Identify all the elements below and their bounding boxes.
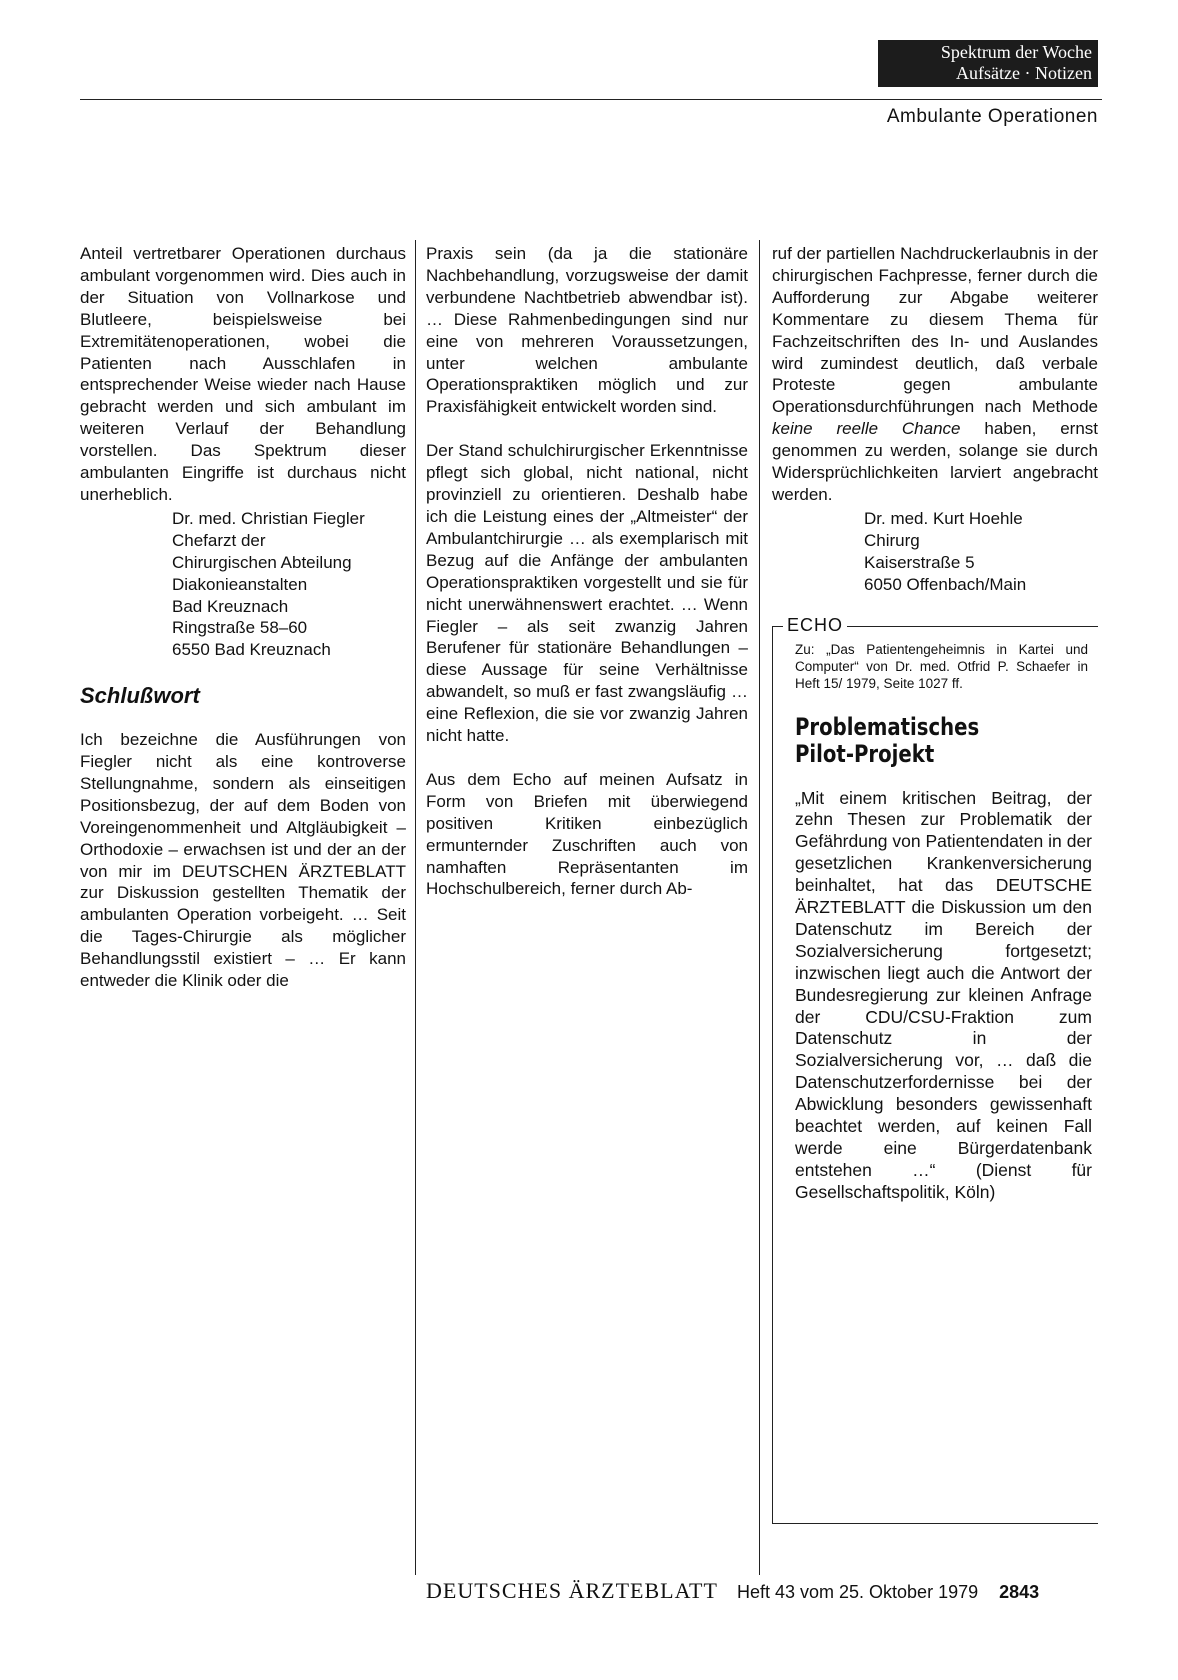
signature-fiegler [80,508,406,661]
signature-line: Diakonieanstalten [172,574,308,594]
echo-tag: ECHO [783,615,847,637]
echo-reference: Zu: „Das Patientengeheimnis in Kartei und Computer“ von Dr. med. Otfrid P. Schaefer in Heft 15/ 1979, Seite 1027 ff. [795,641,1088,691]
paragraph-text: haben, ernst genommen zu werden, solange sie durch Widersprüchlichkeiten larviert angebracht werden. [772,419,1098,504]
signature-hoehle [772,508,1098,596]
header-rule [80,99,1102,100]
signature-line: 6550 Bad Kreuznach [172,640,331,660]
paragraph [772,243,1098,506]
paragraph: Anteil vertretbarer Operationen durchaus ambulant vorgenommen wird. Dies auch in der Situation von Vollnarkose und Blutleere, beispielsweise bei Extremitätenoperationen, wobei die Patienten nach Ausschlafen in entsprechender Weise wieder nach Hause gebracht werden und sich ambulant im weiteren Verlauf der Behandlung vorstellen. Das Spektrum dieser ambulanten Eingriffe ist durchaus nicht unerheblich. [80,244,406,504]
issue-info: Heft 43 vom 25. Oktober 1979 [736,1582,979,1602]
echo-box [772,614,1098,1524]
echo-title-line: Pilot-Projekt [795,739,935,768]
signature-line: Chirurg [864,530,920,550]
echo-title [795,714,1043,768]
signature-line: Ringstraße 58–60 [172,618,308,638]
signature-line: Kaiserstraße 5 [864,552,975,572]
badge-line-2: Aufsätze · Notizen [956,63,1092,83]
section-heading: Schlußwort [80,683,200,709]
page-number: 2843 [999,1582,1040,1602]
signature-line: Chirurgischen Abteilung [172,552,352,572]
paragraph: Aus dem Echo auf meinen Aufsatz in Form von Briefen mit überwiegend positiven Kritiken einbezüglich ermunternder Zuschriften auch von namhaften Repräsentanten im Hochschulbereich, ferner durch Ab- [426,769,748,899]
column-1 [80,243,406,992]
echo-title-line: Problematisches [795,712,980,741]
paragraph-text: ruf der partiellen Nachdruckerlaubnis in der chirurgischen Fachpresse, ferner durch die Aufforderung zur Abgabe weiterer Kommentare zu diesem Thema für Fachzeitschriften des In- und Auslandes wird zumindest deutlich, daß verbale Proteste gegen ambulante Operationsdurchführungen nach Methode [772,244,1098,417]
paragraph: Praxis sein (da ja die stationäre Nachbehandlung, vorzugsweise der damit verbundene Nachtbetrieb abwendbar ist). … Diese Rahmenbedingungen sind nur eine von mehreren Voraussetzungen, unter welchen ambulante Operationspraktiken möglich und zur Praxisfähigkeit entwickelt worden sind. [426,244,748,417]
signature-line: Dr. med. Kurt Hoehle [864,508,1023,528]
publication-name: DEUTSCHES ÄRZTEBLATT [426,1578,718,1603]
badge-line-1: Spektrum der Woche [940,42,1092,62]
section-title: Ambulante Operationen [886,106,1098,127]
page-footer [426,1578,1098,1604]
column-divider [415,240,416,1575]
signature-line: Chefarzt der [172,530,266,550]
paragraph: Ich bezeichne die Ausführungen von Fiegler nicht als eine kontroverse Stellungnahme, sondern als einseitigen Positionsbezug, der auf dem Boden von Voreingenommenheit und Altgläubigkeit – Orthodoxie – erwachsen ist und der an der von mir im DEUTSCHEN ÄRZTEBLATT zur Diskussion gestellten Thematik der ambulanten Operation vorbeigeht. … Seit die Tages-Chirurgie als möglicher Behandlungsstil existiert – … Er kann entweder die Klinik oder die [80,730,406,991]
signature-line: Dr. med. Christian Fiegler [172,508,365,528]
column-2 [426,243,748,900]
column-3 [772,243,1098,1524]
echo-body: „Mit einem kritischen Beitrag, der zehn Thesen zur Problematik der Gefährdung von Patientendaten in der gesetzlichen Krankenversicherung beinhaltet, hat das DEUTSCHE ÄRZTEBLATT die Diskussion um den Datenschutz im Bereich der Sozialversicherung fortgesetzt; inzwischen liegt auch die Antwort der Bundesregierung zur kleinen Anfrage der CDU/CSU-Fraktion zum Datenschutz in der Sozialversicherung vor, … daß die Datenschutzerfordernisse bei der Abwicklung besonders gewissenhaft beachtet werden, auf keinen Fall werde eine Bürgerdatenbank entstehen …“ (Dienst für Gesellschaftspolitik, Köln) [795,787,1092,1202]
signature-line: 6050 Offenbach/Main [864,574,1027,594]
paragraph: Der Stand schulchirurgischer Erkenntnisse pflegt sich global, nicht national, nicht provinziell zu orientieren. Deshalb habe ich die Leistung eines der „Altmeister“ der Ambulantchirurgie … als exemplarisch mit Bezug auf die Anfänge der ambulanten Operationspraktiken vorgestellt und sie für nicht unerwähnenswert erachtet. … Wenn Fiegler – als seit zwanzig Jahren Berufener für stationäre Behandlungen – diese Aussage für seine Verhältnisse abwandelt, so muß er fast zwangsläufig … eine Reflexion, die sie vor zwanzig Jahren nicht hatte. [426,441,748,746]
section-badge [878,40,1098,87]
emphasis: keine reelle Chance [772,419,961,439]
signature-line: Bad Kreuznach [172,596,289,616]
column-divider [759,240,760,1575]
